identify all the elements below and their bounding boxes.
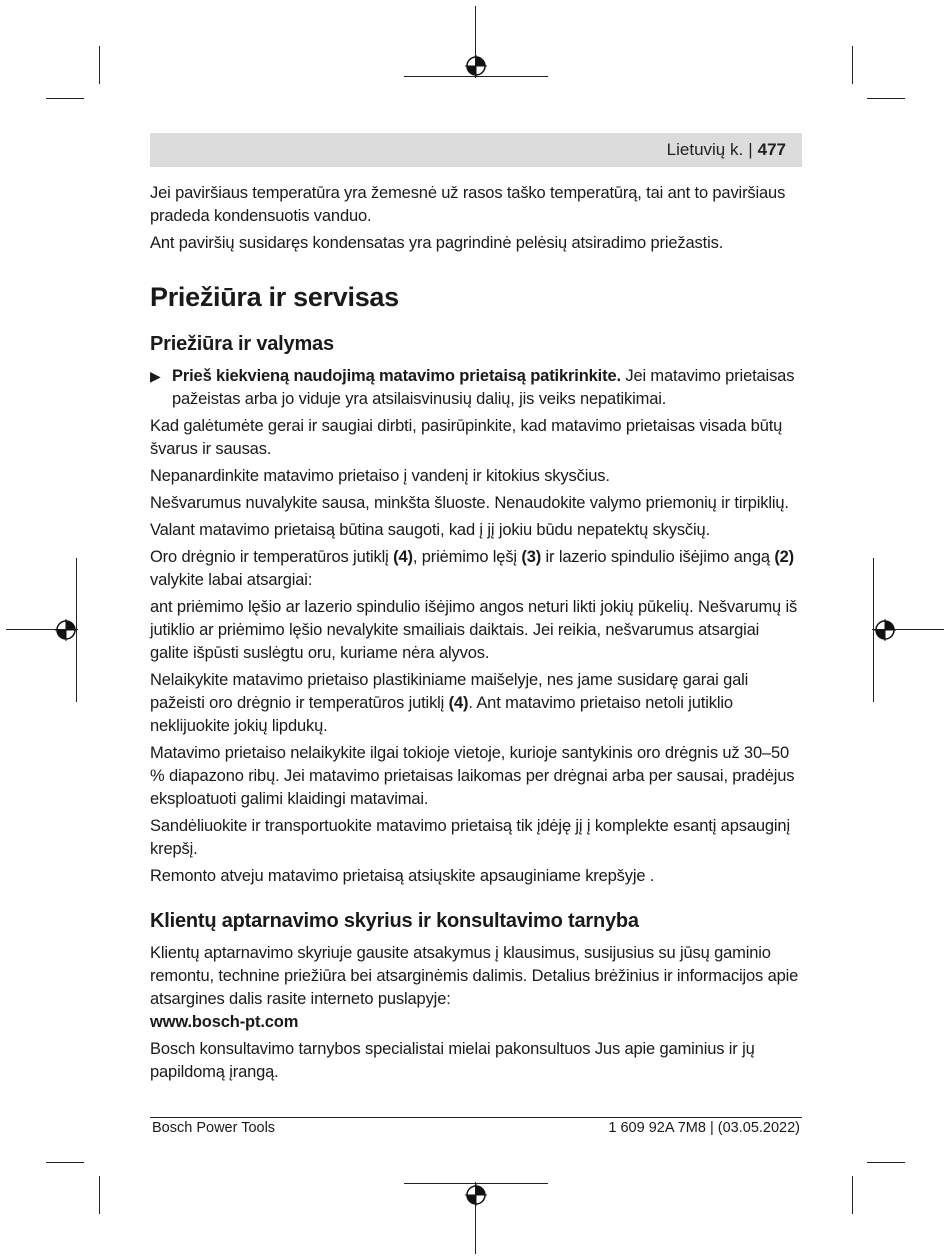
footer-doc-id: 1 609 92A 7M8 | (03.05.2022): [608, 1120, 800, 1136]
registration-target-icon: [55, 619, 77, 641]
care-paragraph: Nepanardinkite matavimo prietaiso į vandenį ir kitokius skysčius.: [150, 467, 610, 485]
ref-number: (4): [448, 694, 469, 712]
section-title: Priežiūra ir servisas: [150, 282, 399, 312]
text-run: , priėmimo lęšį: [412, 548, 522, 566]
registration-target-icon: [874, 619, 896, 641]
ref-number: (3): [521, 548, 542, 566]
care-paragraph: [150, 546, 802, 592]
care-paragraph: Valant matavimo prietaisą būtina saugoti, kad į jį jokiu būdu nepatektų skysčių.: [150, 521, 711, 539]
care-paragraph: Remonto atveju matavimo prietaisą atsiųskite apsauginiame krepšyje .: [150, 867, 655, 885]
header-language: Lietuvių k.: [666, 140, 744, 159]
subsection-title-care: Priežiūra ir valymas: [150, 333, 334, 355]
care-paragraph: Kad galėtumėte gerai ir saugiai dirbti, pasirūpinkite, kad matavimo prietaisas visada būtų švarus ir sausas.: [150, 417, 783, 458]
care-paragraph: ant priėmimo lęšio ar lazerio spindulio išėjimo angos neturi likti jokių pūkelių. Nešvarumų iš jutiklio ar priėmimo lęšio nevalykite smailiais daiktais. Jei reikia, nešvarumus atsargiai galite išpūsti suslėgtu oru, kuriame nėra alyvos.: [150, 598, 798, 662]
care-paragraph: [150, 669, 802, 738]
crop-mark: [99, 46, 100, 84]
registration-target-icon: [465, 55, 487, 77]
text-run: . Ant matavimo prietaiso netoli jutiklio neklijuokite jokių lipdukų.: [150, 694, 733, 735]
registration-target-icon: [465, 1184, 487, 1206]
care-paragraph: Sandėliuokite ir transportuokite matavimo prietaisą tik įdėję jį į komplekte esantį apsauginį krepšį.: [150, 817, 790, 858]
care-paragraph: Nešvarumus nuvalykite sausa, minkšta šluoste. Nenaudokite valymo priemonių ir tirpiklių.: [150, 494, 789, 512]
crop-mark: [852, 1176, 853, 1214]
crop-mark: [46, 1162, 84, 1163]
warning-bullet: [150, 365, 802, 411]
intro-paragraph: Jei paviršiaus temperatūra yra žemesnė už rasos taško temperatūrą, tai ant to paviršiaus pradeda kondensuotis vanduo.: [150, 184, 786, 225]
text-run: valykite labai atsargiai:: [150, 571, 313, 589]
care-paragraph: Matavimo prietaiso nelaikykite ilgai tokioje vietoje, kurioje santykinis oro drėgnis už 30–50 % diapazono ribų. Jei matavimo prietaisas laikomas per drėgnai arba per sausai, pradėjus eksploatuoti galimi klaidingi matavimai.: [150, 744, 795, 808]
bullet-bold-text: Prieš kiekvieną naudojimą matavimo prietaisą patikrinkite.: [172, 367, 621, 385]
text-run: Oro drėgnio ir temperatūros jutiklį: [150, 548, 394, 566]
bullet-text: Jei matavimo prietaisas pažeistas arba jo viduje yra atsilaisvinusių dalių, jis veiks nepatikimai.: [172, 367, 795, 408]
crop-mark: [46, 98, 84, 99]
page-header: [150, 133, 802, 167]
text-run: ir lazerio spindulio išėjimo angą: [541, 548, 775, 566]
page-content: [150, 182, 802, 1088]
intro-paragraph: Ant paviršių susidaręs kondensatas yra pagrindinė pelėsių atsiradimo priežastis.: [150, 234, 724, 252]
crop-mark: [867, 98, 905, 99]
website-link[interactable]: www.bosch-pt.com: [150, 1013, 299, 1031]
footer-divider: [150, 1117, 802, 1118]
service-paragraph: Klientų aptarnavimo skyriuje gausite atsakymus į klausimus, susijusius su jūsų gaminio remontu, technine priežiūra bei atsarginėmis dalimis. Detalius brėžinius ir informacijos apie atsargines dalis rasite interneto puslapyje:: [150, 944, 799, 1008]
ref-number: (2): [774, 548, 795, 566]
page-number: 477: [757, 140, 786, 159]
crop-mark: [99, 1176, 100, 1214]
header-separator: |: [748, 140, 753, 159]
bullet-arrow-icon: ▶: [150, 368, 161, 384]
subsection-title-service: Klientų aptarnavimo skyrius ir konsultavimo tarnyba: [150, 910, 639, 932]
service-paragraph: Bosch konsultavimo tarnybos specialistai mielai pakonsultuos Jus apie gaminius ir jų papildomą įrangą.: [150, 1040, 755, 1081]
crop-mark: [867, 1162, 905, 1163]
ref-number: (4): [393, 548, 413, 566]
footer-brand: Bosch Power Tools: [152, 1120, 276, 1136]
text-run: Nelaikykite matavimo prietaiso plastikiniame maišelyje, nes jame susidarę garai gali pažeisti oro drėgnio ir temperatūros jutiklį: [150, 671, 749, 712]
crop-mark: [852, 46, 853, 84]
